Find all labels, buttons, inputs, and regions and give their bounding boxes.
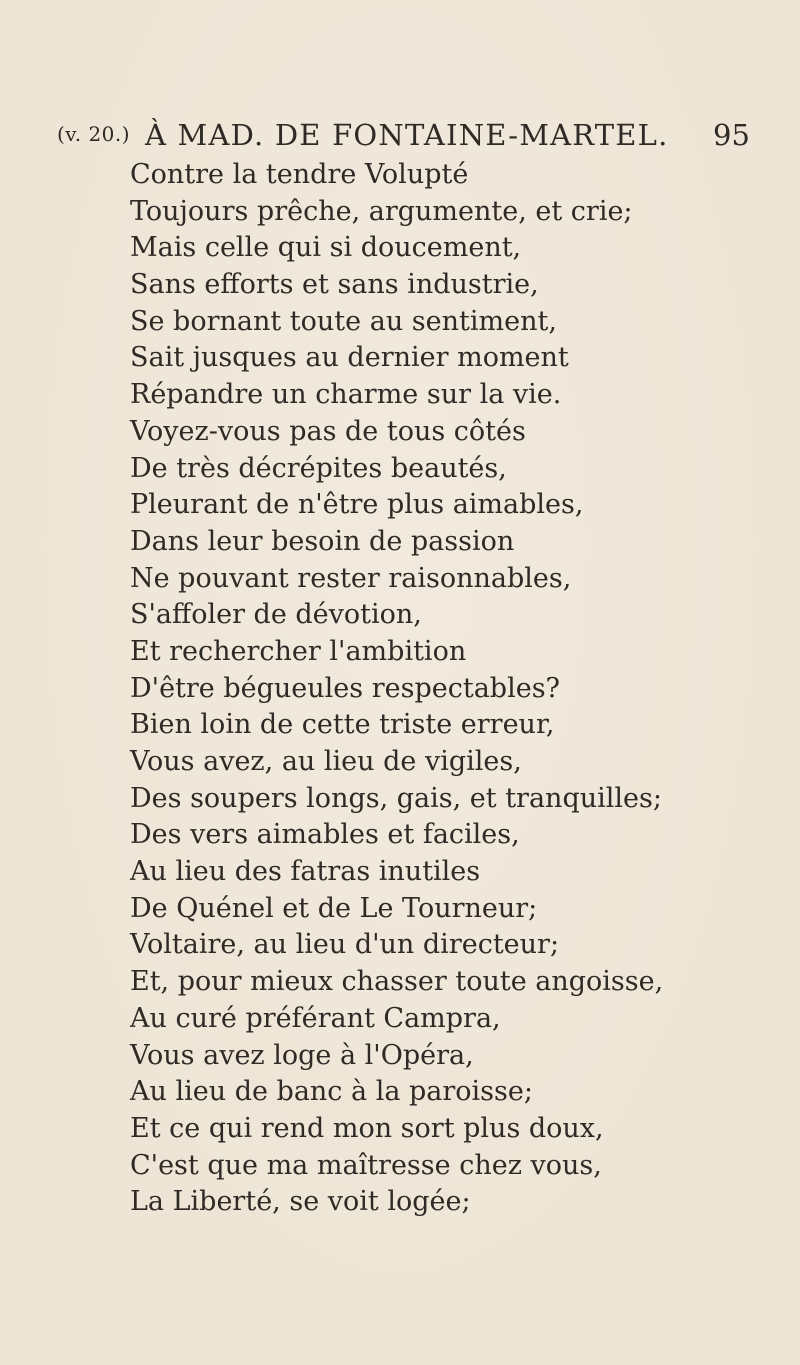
poem-line: Des vers aimables et faciles,	[130, 819, 520, 851]
poem-line: Et ce qui rend mon sort plus doux,	[130, 1112, 604, 1144]
poem-line: Vous avez, au lieu de vigiles,	[130, 746, 522, 777]
poem-line: D'être bégueules respectables?	[130, 672, 561, 704]
poem-line: Dans leur besoin de passion	[130, 525, 515, 557]
poem-text	[130, 157, 750, 1221]
poem-line: Vous avez loge à l'Opéra,	[130, 1039, 474, 1071]
running-title: À MAD. DE FONTAINE-MARTEL.	[145, 118, 669, 152]
poem-line: Et, pour mieux chasser toute angoisse,	[130, 966, 664, 998]
poem-line: Se bornant toute au sentiment,	[130, 305, 557, 337]
page-header	[0, 118, 800, 158]
poem-line: Mais celle qui si doucement,	[130, 232, 522, 264]
poem-line: Et rechercher l'ambition	[130, 635, 467, 667]
poem-line: S'affoler de dévotion,	[130, 599, 422, 631]
poem-line: De très décrépites beautés,	[130, 452, 507, 484]
poem-line: Sans efforts et sans industrie,	[130, 269, 539, 301]
poem-line: Pleurant de n'être plus aimables,	[130, 489, 584, 521]
poem-line: Bien loin de cette triste erreur,	[130, 709, 555, 741]
poem-line: Toujours prêche, argumente, et crie;	[130, 195, 633, 227]
poem-line: C'est que ma maîtresse chez vous,	[130, 1149, 602, 1181]
poem-line: Au lieu de banc à la paroisse;	[130, 1076, 533, 1108]
poem-line: Au lieu des fatras inutiles	[130, 856, 481, 888]
poem-line: Ne pouvant rester raisonnables,	[130, 562, 572, 594]
verse-reference: (v. 20.)	[57, 122, 131, 146]
page-number: 95	[713, 118, 750, 152]
poem-line: Contre la tendre Volupté	[130, 159, 469, 190]
poem-line: Voyez-vous pas de tous côtés	[130, 415, 526, 447]
poem-line: Répandre un charme sur la vie.	[130, 379, 562, 411]
poem-line: De Quénel et de Le Tourneur;	[130, 892, 538, 924]
poem-line: Des soupers longs, gais, et tranquilles;	[130, 782, 662, 814]
poem-line: La Liberté, se voit logée;	[130, 1186, 471, 1218]
poem-line: Sait jusques au dernier moment	[130, 342, 569, 374]
poem-line: Au curé préférant Campra,	[130, 1002, 501, 1034]
poem-line: Voltaire, au lieu d'un directeur;	[130, 929, 560, 961]
